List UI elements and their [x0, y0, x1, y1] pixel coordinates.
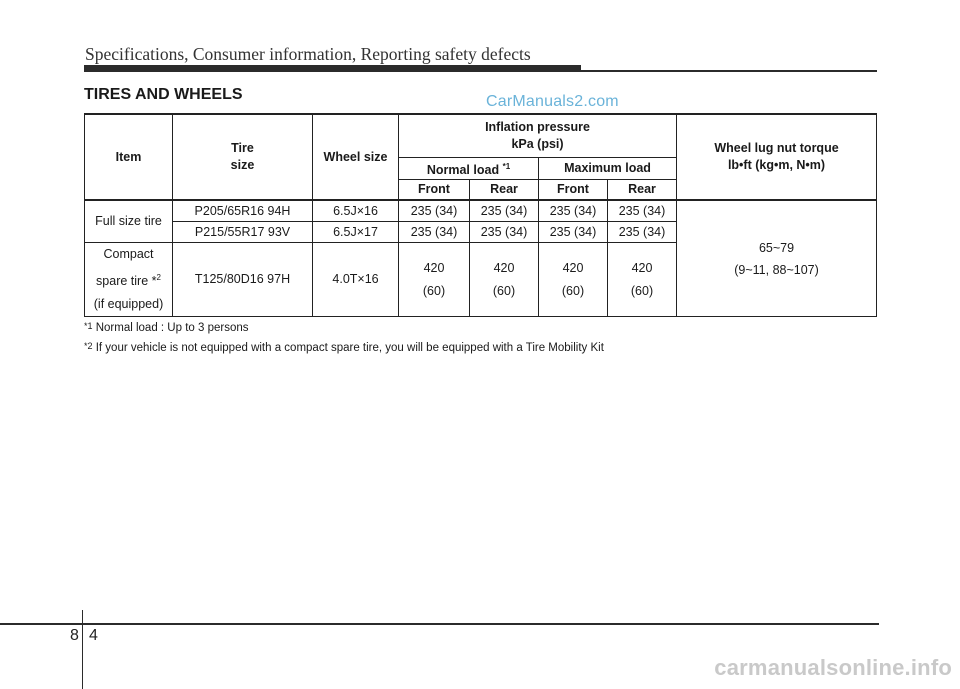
header-torque	[677, 114, 877, 200]
header-maximum-load: Maximum load	[539, 158, 677, 180]
footnote-2	[84, 341, 604, 354]
watermark-top: CarManuals2.com	[486, 93, 619, 110]
header-max-front: Front	[539, 180, 608, 201]
header-inflation-line1: Inflation pressure	[485, 120, 590, 134]
header-inflation-pressure	[399, 114, 677, 158]
header-torque-line2: lb•ft (kg•m, N•m)	[727, 158, 826, 173]
page-header-title: Specifications, Consumer information, Reporting safety defects	[85, 44, 531, 64]
row-compact-spare-item	[85, 243, 173, 317]
section-title: TIRES AND WHEELS	[84, 86, 243, 103]
row2-normal-front: 235 (34)	[399, 222, 470, 243]
spare-item-line2	[85, 266, 172, 293]
row3-mr-value: 420	[631, 260, 653, 275]
header-bar	[84, 65, 581, 72]
row2-normal-rear: 235 (34)	[470, 222, 539, 243]
header-item: Item	[85, 114, 173, 200]
row3-nr-value: 420	[493, 260, 515, 275]
header-inflation-line2: kPa (psi)	[511, 137, 564, 151]
row1-max-rear: 235 (34)	[608, 200, 677, 222]
row2-tire: P215/55R17 93V	[173, 222, 313, 243]
row1-tire: P205/65R16 94H	[173, 200, 313, 222]
row1-normal-rear: 235 (34)	[470, 200, 539, 222]
header-tire-line1: Tire	[231, 141, 254, 156]
header-normal-front: Front	[399, 180, 470, 201]
page-number: 4	[89, 627, 98, 644]
tires-wheels-table	[84, 113, 877, 317]
footnote-1-text: Normal load : Up to 3 persons	[95, 322, 249, 334]
row3-normal-rear	[470, 243, 539, 317]
row3-wheel: 4.0T×16	[313, 243, 399, 317]
row3-nr-psi: (60)	[492, 283, 516, 298]
header-max-rear: Rear	[608, 180, 677, 201]
row3-normal-front	[399, 243, 470, 317]
row3-max-front	[539, 243, 608, 317]
row3-nf-value: 420	[423, 260, 445, 275]
spare-item-mark: 2	[156, 273, 161, 283]
header-normal-load	[399, 158, 539, 180]
footer-rule	[0, 623, 879, 625]
normal-load-label: Normal load	[426, 163, 500, 178]
header-tire-size	[173, 114, 313, 200]
row2-max-front: 235 (34)	[539, 222, 608, 243]
footnote-1	[84, 321, 249, 334]
torque-line1: 65~79	[758, 240, 795, 255]
torque-value	[677, 200, 877, 317]
row1-max-front: 235 (34)	[539, 200, 608, 222]
row3-nf-psi: (60)	[422, 283, 446, 298]
header-normal-rear: Rear	[470, 180, 539, 201]
header-torque-line1: Wheel lug nut torque	[714, 141, 839, 156]
header-wheel-size: Wheel size	[313, 114, 399, 200]
row3-max-rear	[608, 243, 677, 317]
torque-line2: (9~11, 88~107)	[734, 262, 819, 277]
footnote-2-text: If your vehicle is not equipped with a compact spare tire, you will be equipped with a Tire Mobility Kit	[95, 342, 604, 354]
footnote-2-mark: *2	[84, 341, 93, 351]
normal-load-mark: *1	[502, 162, 511, 171]
header-rule	[581, 70, 877, 72]
row3-mf-value: 420	[562, 260, 584, 275]
row2-max-rear: 235 (34)	[608, 222, 677, 243]
spare-item-line2-text: spare tire *	[96, 274, 157, 289]
row3-mr-psi: (60)	[630, 283, 654, 298]
spare-item-line1: Compact	[103, 247, 154, 262]
footer-divider	[82, 610, 83, 689]
row3-mf-psi: (60)	[561, 283, 585, 298]
header-tire-line2: size	[230, 158, 255, 173]
row2-wheel: 6.5J×17	[313, 222, 399, 243]
spare-item-line3: (if equipped)	[93, 297, 164, 312]
chapter-number: 8	[70, 627, 79, 644]
watermark-bottom: carmanualsonline.info	[714, 655, 952, 680]
row-full-size-item: Full size tire	[85, 200, 173, 243]
row3-tire: T125/80D16 97H	[173, 243, 313, 317]
footnote-1-mark: *1	[84, 321, 93, 331]
row1-wheel: 6.5J×16	[313, 200, 399, 222]
row1-normal-front: 235 (34)	[399, 200, 470, 222]
